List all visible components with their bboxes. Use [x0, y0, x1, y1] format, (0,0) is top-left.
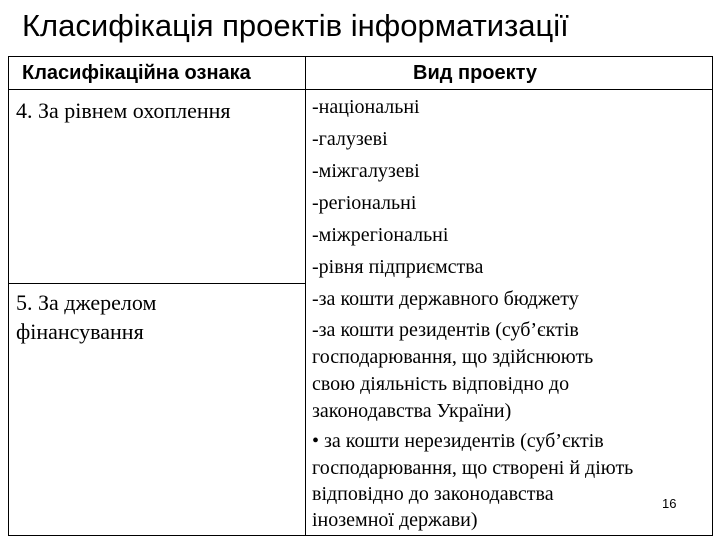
row2-type-line-1: -за кошти державного бюджету [312, 288, 579, 310]
row1-type-1: -національні [312, 96, 420, 118]
row1-type-3: -міжгалузеві [312, 160, 420, 182]
page-number: 16 [662, 496, 677, 511]
row2-type-line-3: господарювання, що здійснюють [312, 346, 594, 368]
row2-feature-line-1: 5. За джерелом [16, 290, 157, 315]
row2-type-line-7: господарювання, що створені й діють [312, 457, 634, 479]
row2-type-line-4: свою діяльність відповідно до [312, 373, 570, 395]
table-border-right [712, 56, 713, 536]
header-project-type: Вид проекту [413, 62, 538, 84]
row1-type-5: -міжрегіональні [312, 224, 449, 246]
slide-title: Класифікація проектів інформатизації [22, 8, 569, 43]
header-divider [8, 89, 713, 90]
row2-feature-line-2: фінансування [16, 319, 144, 344]
row2-type-line-9: іноземної держави) [312, 509, 478, 531]
table-border-bottom [8, 535, 713, 536]
row1-type-6: -рівня підприємства [312, 256, 484, 278]
row1-type-2: -галузеві [312, 128, 388, 150]
column-divider [305, 56, 306, 536]
row2-type-line-5: законодавства України) [312, 400, 512, 422]
row-divider [8, 283, 306, 284]
row1-feature: 4. За рівнем охоплення [16, 98, 231, 123]
header-classification-feature: Класифікаційна ознака [22, 62, 251, 84]
row1-type-4: -регіональні [312, 192, 417, 214]
row2-type-line-6: • за кошти нерезидентів (суб’єктів [312, 430, 604, 452]
row2-type-line-8: відповідно до законодавства [312, 483, 554, 505]
table-border-left [8, 56, 9, 536]
classification-table [8, 56, 713, 536]
table-border-top [8, 56, 713, 57]
row2-type-line-2: -за кошти резидентів (суб’єктів [312, 319, 579, 341]
